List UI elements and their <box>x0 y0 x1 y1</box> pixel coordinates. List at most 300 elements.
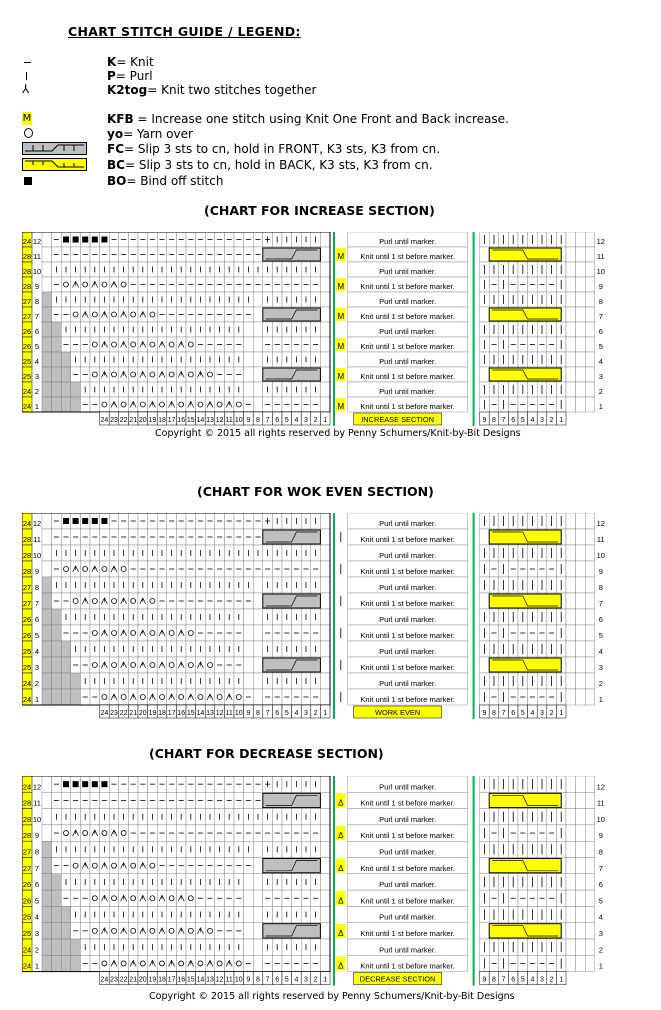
marker-symbol: M <box>337 282 345 291</box>
stitch-cell <box>320 673 330 689</box>
stitch-cell <box>52 382 62 397</box>
stitch-cell <box>71 689 81 705</box>
marker-symbol: M <box>337 252 345 261</box>
legend-abbr: FC <box>107 142 125 156</box>
stitch-cell <box>148 657 158 673</box>
stitch-cell <box>576 513 586 529</box>
stitch-cell <box>566 352 576 367</box>
instruction-text: Purl until marker. <box>379 615 437 624</box>
stitch-number: 20 <box>138 710 147 717</box>
stitch-cell <box>244 923 254 939</box>
stitch-cell <box>320 841 330 857</box>
stitch-number: 22 <box>119 710 128 717</box>
chart-work-even <box>22 513 658 723</box>
marker-symbol: M <box>337 402 345 411</box>
stitch-cell <box>109 858 119 874</box>
stitch-cell <box>167 890 177 906</box>
stitch-cell <box>253 841 263 857</box>
stitch-cell <box>61 825 71 841</box>
stitch-cell <box>138 955 148 971</box>
instruction-text: Knit until 1 st before marker. <box>360 402 455 411</box>
stitch-cell <box>320 545 330 561</box>
stitch-cell <box>42 247 52 262</box>
row-count: 26 <box>22 631 32 640</box>
row-number-right: 1 <box>598 402 603 411</box>
row-number-right: 7 <box>598 599 603 608</box>
instruction-text: Knit until 1 st before marker. <box>360 342 455 351</box>
stitch-cell <box>205 923 215 939</box>
stitch-cell <box>234 955 244 971</box>
stitch-cell <box>61 561 71 577</box>
stitch-cell <box>42 955 52 971</box>
row-count: 26 <box>22 342 32 351</box>
stitch-cell <box>566 939 576 955</box>
legend-abbr: KFB <box>107 112 134 126</box>
stitch-cell <box>244 609 254 625</box>
stitch-number: 21 <box>129 417 138 424</box>
instruction-text: Knit until 1 st before marker. <box>360 372 455 381</box>
stitch-cell <box>576 397 586 412</box>
instruction-text: Purl until marker. <box>379 267 437 276</box>
stitch-cell <box>320 874 330 890</box>
stitch-number: 5 <box>520 417 525 424</box>
stitch-cell <box>52 641 62 657</box>
stitch-cell <box>320 906 330 922</box>
stitch-cell <box>576 382 586 397</box>
stitch-number: 9 <box>482 710 487 717</box>
instruction-text: Purl until marker. <box>379 814 437 824</box>
stitch-cell <box>52 955 62 971</box>
stitch-cell <box>480 657 490 673</box>
stitch-cell <box>576 367 586 382</box>
stitch-cell <box>61 939 71 955</box>
row-count: 28 <box>22 567 32 576</box>
stitch-cell <box>576 277 586 292</box>
stitch-number: 7 <box>265 976 270 984</box>
stitch-cell <box>128 625 138 641</box>
row-number-right: 12 <box>596 519 605 528</box>
stitch-cell <box>566 673 576 689</box>
stitch-cell <box>100 561 110 577</box>
stitch-cell <box>119 277 129 292</box>
stitch-number: 5 <box>284 976 289 984</box>
row-count: 25 <box>22 372 32 381</box>
stitch-cell <box>90 307 100 322</box>
stitch-cell <box>90 890 100 906</box>
row-number-right: 6 <box>598 327 603 336</box>
stitch-cell <box>566 809 576 825</box>
stitch-cell <box>585 397 595 412</box>
stitch-number: 9 <box>482 417 487 424</box>
section-title-increase: (CHART FOR INCREASE SECTION) <box>204 203 435 218</box>
row-count: 24 <box>22 237 32 246</box>
stitch-cell <box>61 673 71 689</box>
bind-off-mark <box>63 237 69 243</box>
row-number-right: 5 <box>598 631 603 640</box>
stitch-cell <box>61 689 71 705</box>
stitch-cell <box>109 367 119 382</box>
stitch-cell <box>253 625 263 641</box>
stitch-cell <box>585 792 595 808</box>
row-number: 8 <box>34 847 40 857</box>
stitch-cell <box>196 397 206 412</box>
legend-abbr: yo <box>107 127 124 141</box>
stitch-cell <box>61 367 71 382</box>
stitch-number: 14 <box>196 976 205 984</box>
stitch-number: 11 <box>225 710 233 717</box>
stitch-number: 14 <box>196 417 205 424</box>
row-number: 2 <box>34 945 40 955</box>
stitch-cell <box>253 955 263 971</box>
stitch-cell <box>566 890 576 906</box>
stitch-number: 4 <box>530 417 535 424</box>
stitch-number: 17 <box>167 417 176 424</box>
stitch-cell <box>61 352 71 367</box>
stitch-cell <box>576 561 586 577</box>
row-count: 27 <box>22 599 32 608</box>
stitch-cell <box>480 923 490 939</box>
stitch-cell <box>320 307 330 322</box>
stitch-cell <box>566 397 576 412</box>
row-number: 9 <box>34 567 40 576</box>
stitch-number: 23 <box>110 417 118 424</box>
stitch-number: 14 <box>196 710 205 717</box>
stitch-cell <box>42 776 52 792</box>
instruction-text: Purl until marker. <box>379 945 437 955</box>
row-number: 8 <box>34 583 40 592</box>
bind-off-mark <box>101 781 107 787</box>
legend-desc: = Bind off stitch <box>126 174 224 188</box>
stitch-cell <box>109 890 119 906</box>
stitch-cell <box>585 262 595 277</box>
row-number-right: 5 <box>598 896 603 906</box>
stitch-cell <box>585 513 595 529</box>
stitch-number: 4 <box>530 710 535 717</box>
stitch-cell <box>566 955 576 971</box>
stitch-cell <box>167 367 177 382</box>
stitch-cell <box>52 322 62 337</box>
stitch-cell <box>52 906 62 922</box>
row-count: 25 <box>22 663 32 672</box>
row-count: 28 <box>22 535 32 544</box>
row-number-right: 10 <box>596 551 605 560</box>
stitch-cell <box>320 939 330 955</box>
stitch-cell <box>176 397 186 412</box>
stitch-number: 17 <box>167 710 176 717</box>
stitch-cell <box>157 955 167 971</box>
stitch-cell <box>42 858 52 874</box>
stitch-cell <box>244 337 254 352</box>
stitch-cell <box>109 657 119 673</box>
back-cross-cable-icon <box>22 158 92 173</box>
stitch-cell <box>128 593 138 609</box>
stitch-cell <box>585 874 595 890</box>
row-count: 26 <box>22 327 32 336</box>
instruction-text: Knit until 1 st before marker. <box>360 929 455 938</box>
stitch-number: 11 <box>225 976 233 984</box>
stitch-cell <box>186 657 196 673</box>
row-count: 26 <box>22 896 32 906</box>
instruction-text: Knit until 1 st before marker. <box>360 663 455 672</box>
stitch-cell <box>253 307 263 322</box>
stitch-cell <box>52 874 62 890</box>
row-number: 11 <box>33 252 41 261</box>
row-number: 8 <box>34 297 40 306</box>
stitch-cell <box>566 529 576 545</box>
stitch-cell <box>42 939 52 955</box>
stitch-cell <box>253 352 263 367</box>
stitch-cell <box>585 352 595 367</box>
stitch-cell <box>186 923 196 939</box>
bind-off-mark <box>73 518 79 524</box>
stitch-number: 18 <box>158 417 166 424</box>
bind-off-mark <box>92 237 98 243</box>
stitch-cell <box>90 657 100 673</box>
instruction-text: Knit until 1 st before marker. <box>360 252 455 261</box>
stitch-cell <box>42 545 52 561</box>
stitch-cell <box>585 232 595 247</box>
stitch-cell <box>566 322 576 337</box>
stitch-cell <box>480 367 490 382</box>
stitch-number: 17 <box>167 976 176 984</box>
stitch-cell <box>320 337 330 352</box>
stitch-cell <box>61 277 71 292</box>
stitch-cell <box>576 545 586 561</box>
instruction-text: Knit until 1 st before marker. <box>360 896 455 906</box>
stitch-cell <box>576 641 586 657</box>
stitch-cell <box>320 529 330 545</box>
stitch-number: 8 <box>492 710 496 717</box>
bind-off-mark <box>73 781 79 787</box>
stitch-cell <box>80 277 90 292</box>
stitch-cell <box>167 923 177 939</box>
stitch-number: 5 <box>284 710 289 717</box>
legend-desc: = Increase one stitch using Knit One Front and Back increase. <box>133 112 509 126</box>
stitch-cell <box>320 641 330 657</box>
stitch-number: 10 <box>234 976 243 984</box>
stitch-cell <box>320 955 330 971</box>
marker-symbol: M <box>337 372 345 381</box>
row-number-right: 8 <box>598 847 603 857</box>
row-number-right: 12 <box>596 782 605 792</box>
stitch-cell <box>71 858 81 874</box>
stitch-cell <box>320 322 330 337</box>
stitch-number: 5 <box>284 417 289 424</box>
stitch-number: 10 <box>234 710 243 717</box>
stitch-cell <box>128 337 138 352</box>
row-number-right: 2 <box>598 679 603 688</box>
stitch-cell <box>576 292 586 307</box>
stitch-cell <box>215 689 225 705</box>
stitch-number: 16 <box>177 710 186 717</box>
stitch-cell <box>566 262 576 277</box>
stitch-cell <box>320 232 330 247</box>
stitch-cell <box>576 322 586 337</box>
bind-off-mark <box>63 518 69 524</box>
stitch-cell <box>576 939 586 955</box>
stitch-cell <box>109 923 119 939</box>
stitch-cell <box>42 262 52 277</box>
stitch-cell <box>576 609 586 625</box>
stitch-cell <box>253 858 263 874</box>
row-number-right: 6 <box>598 615 603 624</box>
row-number: 12 <box>32 237 42 246</box>
row-number: 5 <box>34 342 40 351</box>
stitch-cell <box>109 593 119 609</box>
stitch-cell <box>566 689 576 705</box>
stitch-cell <box>167 337 177 352</box>
row-number-right: 11 <box>596 252 605 261</box>
stitch-cell <box>585 577 595 593</box>
stitch-number: 9 <box>246 710 251 717</box>
stitch-cell <box>253 689 263 705</box>
stitch-cell <box>585 858 595 874</box>
stitch-cell <box>585 307 595 322</box>
row-count: 28 <box>22 831 32 841</box>
row-number-right: 9 <box>598 282 603 291</box>
stitch-cell <box>320 292 330 307</box>
bind-off-mark <box>82 237 88 243</box>
stitch-cell <box>244 322 254 337</box>
stitch-cell <box>42 292 52 307</box>
stitch-cell <box>253 337 263 352</box>
stitch-number: 21 <box>129 976 138 984</box>
stitch-cell <box>566 545 576 561</box>
stitch-cell <box>253 367 263 382</box>
stitch-number: 6 <box>511 710 516 717</box>
stitch-number: 22 <box>119 417 128 424</box>
stitch-cell <box>148 593 158 609</box>
row-number: 2 <box>34 679 40 688</box>
row-number-right: 3 <box>598 929 603 938</box>
bind-off-mark <box>92 781 98 787</box>
stitch-cell <box>576 247 586 262</box>
row-count: 27 <box>22 863 32 873</box>
stitch-cell <box>71 673 81 689</box>
stitch-number: 1 <box>559 417 564 424</box>
stitch-number: 7 <box>501 976 506 984</box>
instruction-text: Purl until marker. <box>379 387 437 396</box>
stitch-cell <box>480 307 490 322</box>
stitch-cell <box>566 337 576 352</box>
stitch-cell <box>148 625 158 641</box>
stitch-cell <box>576 307 586 322</box>
stitch-number: 8 <box>256 976 260 984</box>
stitch-cell <box>100 277 110 292</box>
row-count: 24 <box>22 679 32 688</box>
marker-symbol: Δ <box>338 863 344 873</box>
row-number: 10 <box>32 267 42 276</box>
row-count: 27 <box>22 583 32 592</box>
stitch-cell <box>566 641 576 657</box>
stitch-cell <box>61 955 71 971</box>
stitch-number: 7 <box>501 710 506 717</box>
stitch-cell <box>128 923 138 939</box>
stitch-cell <box>71 593 81 609</box>
stitch-number: 19 <box>148 710 157 717</box>
stitch-cell <box>196 955 206 971</box>
stitch-cell <box>585 689 595 705</box>
stitch-cell <box>42 923 52 939</box>
stitch-cell <box>244 673 254 689</box>
stitch-number: 4 <box>294 417 299 424</box>
stitch-cell <box>148 367 158 382</box>
stitch-cell <box>585 825 595 841</box>
stitch-number: 8 <box>492 976 496 984</box>
stitch-cell <box>42 593 52 609</box>
bind-off-mark <box>73 237 79 243</box>
row-count: 28 <box>22 252 32 261</box>
instruction-text: Knit until 1 st before marker. <box>360 535 455 544</box>
stitch-cell <box>42 841 52 857</box>
stitch-cell <box>128 858 138 874</box>
stitch-cell <box>576 352 586 367</box>
bind-off-icon <box>22 174 92 189</box>
stitch-cell <box>244 906 254 922</box>
stitch-cell <box>42 529 52 545</box>
row-number-right: 11 <box>596 798 605 808</box>
instruction-text: Knit until 1 st before marker. <box>360 695 455 704</box>
stitch-cell <box>320 625 330 641</box>
row-number-right: 9 <box>598 831 603 841</box>
stitch-cell <box>320 513 330 529</box>
stitch-number: 1 <box>559 976 564 984</box>
stitch-cell <box>253 906 263 922</box>
stitch-cell <box>176 955 186 971</box>
stitch-cell <box>244 382 254 397</box>
stitch-number: 3 <box>540 710 544 717</box>
stitch-number: 18 <box>158 976 166 984</box>
stitch-number: 3 <box>304 710 308 717</box>
stitch-cell <box>119 689 129 705</box>
knit-dash-icon <box>22 55 92 70</box>
instruction-text: Knit until 1 st before marker. <box>360 961 455 971</box>
bind-off-mark <box>101 518 107 524</box>
stitch-number: 8 <box>492 417 496 424</box>
marker-symbol: Δ <box>338 961 344 971</box>
stitch-cell <box>52 625 62 641</box>
stitch-number: 3 <box>304 976 308 984</box>
stitch-cell <box>566 625 576 641</box>
row-count: 25 <box>22 929 32 938</box>
row-count: 24 <box>22 945 32 955</box>
stitch-cell <box>585 593 595 609</box>
stitch-cell <box>576 955 586 971</box>
legend-desc: = Purl <box>115 69 153 83</box>
stitch-number: 2 <box>313 976 318 984</box>
row-count: 27 <box>22 297 32 306</box>
stitch-number: 4 <box>294 976 299 984</box>
stitch-cell <box>320 809 330 825</box>
section-label: DECREASE SECTION <box>359 974 436 984</box>
stitch-cell <box>585 906 595 922</box>
stitch-number: 9 <box>482 976 487 984</box>
stitch-cell <box>52 673 62 689</box>
stitch-cell <box>128 307 138 322</box>
stitch-cell <box>576 577 586 593</box>
row-number: 4 <box>34 912 40 922</box>
stitch-cell <box>148 858 158 874</box>
stitch-cell <box>119 825 129 841</box>
stitch-cell <box>109 337 119 352</box>
stitch-number: 24 <box>100 976 109 984</box>
stitch-cell <box>100 689 110 705</box>
instruction-text: Purl until marker. <box>379 847 437 857</box>
stitch-cell <box>80 561 90 577</box>
stitch-cell <box>566 657 576 673</box>
stitch-cell <box>215 955 225 971</box>
stitch-cell <box>320 561 330 577</box>
